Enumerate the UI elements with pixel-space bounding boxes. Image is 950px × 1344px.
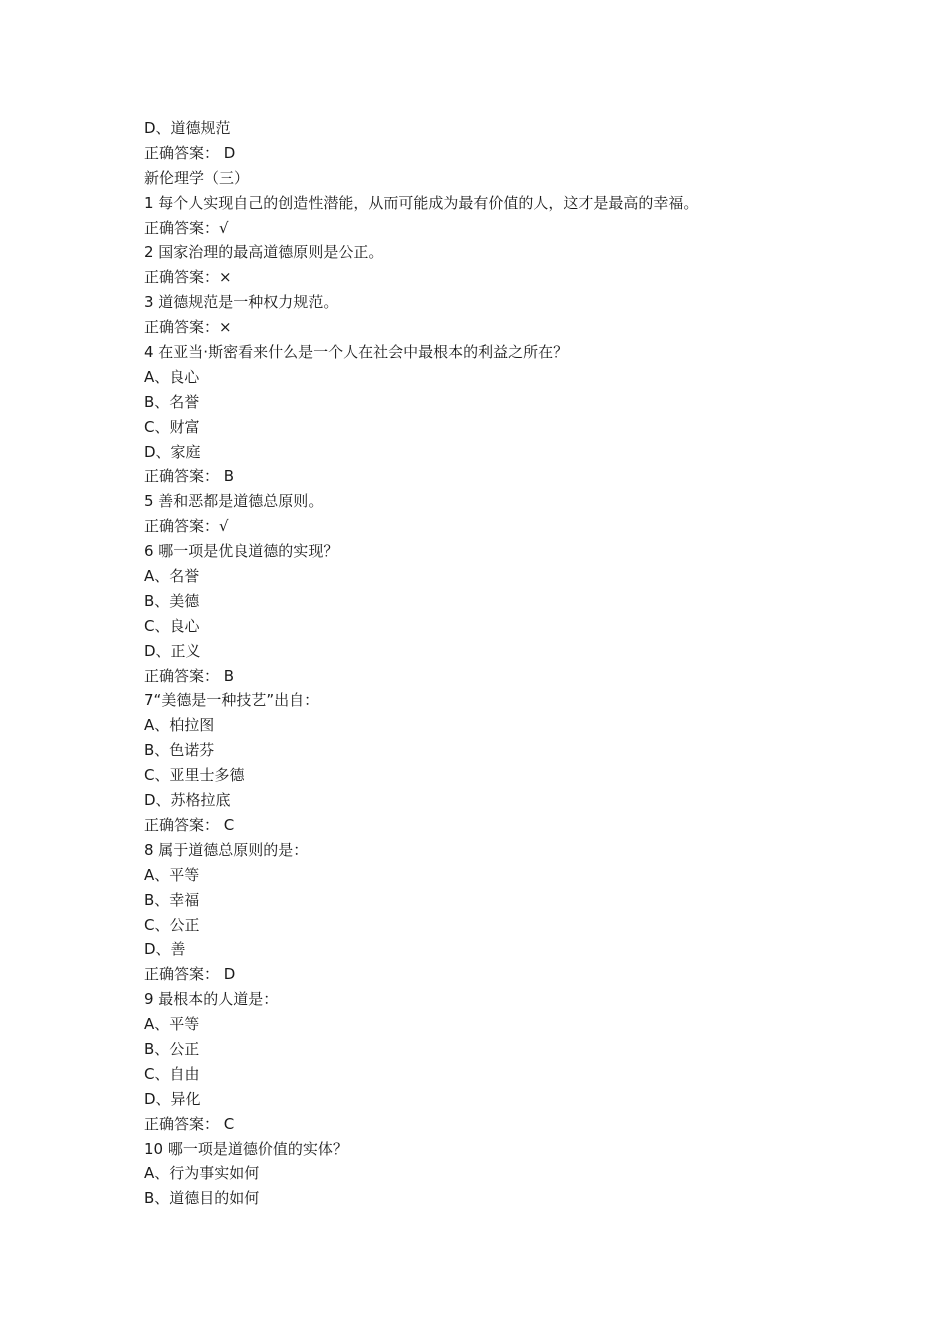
option-line: B、公正: [144, 1039, 200, 1058]
option-line: B、色诺芬: [144, 741, 215, 760]
option-line: B、幸福: [144, 890, 200, 909]
option-line: B、道德目的如何: [144, 1189, 260, 1208]
document-body: [144, 116, 844, 1211]
option-line: D、正义: [144, 641, 201, 660]
option-line: D、家庭: [144, 442, 201, 461]
answer-line: 正确答案：√: [144, 517, 229, 536]
option-line: C、亚里士多德: [144, 766, 245, 785]
answer-line: 正确答案： D: [144, 965, 236, 984]
option-line: A、行为事实如何: [144, 1164, 260, 1183]
option-line: A、平等: [144, 865, 200, 884]
answer-line: 正确答案： C: [144, 815, 235, 834]
text-line: D、道德规范: [144, 119, 231, 137]
option-line: D、善: [144, 940, 186, 959]
option-line: A、柏拉图: [144, 716, 215, 735]
question-line: 1 每个人实现自己的创造性潜能，从而可能成为最有价值的人，这才是最高的幸福。: [144, 193, 699, 212]
answer-line: 正确答案：×: [144, 268, 232, 287]
option-line: B、美德: [144, 591, 200, 610]
option-line: A、良心: [144, 367, 200, 386]
question-line: 8 属于道德总原则的是：: [144, 840, 309, 859]
answer-line: 正确答案： B: [144, 467, 235, 486]
question-line: 2 国家治理的最高道德原则是公正。: [144, 243, 384, 262]
question-line: 7“美德是一种技艺”出自：: [144, 691, 320, 710]
option-line: C、自由: [144, 1064, 200, 1083]
option-line: D、异化: [144, 1089, 201, 1108]
option-line: C、公正: [144, 915, 200, 934]
question-line: 10 哪一项是道德价值的实体？: [144, 1139, 348, 1158]
answer-line: 正确答案：×: [144, 318, 232, 337]
option-line: A、名誉: [144, 567, 200, 586]
option-line: C、良心: [144, 616, 200, 635]
option-line: C、财富: [144, 417, 200, 436]
answer-line: 正确答案： B: [144, 666, 235, 685]
question-line: 9 最根本的人道是：: [144, 990, 279, 1009]
question-line: 4 在亚当·斯密看来什么是一个人在社会中最根本的利益之所在？: [144, 343, 569, 362]
option-line: B、名誉: [144, 392, 200, 411]
text-line: 正确答案： D: [144, 143, 236, 162]
section-title: 新伦理学（三）: [144, 168, 250, 187]
option-line: A、平等: [144, 1015, 200, 1034]
question-line: 3 道德规范是一种权力规范。: [144, 293, 339, 312]
option-line: D、苏格拉底: [144, 791, 231, 810]
answer-line: 正确答案： C: [144, 1114, 235, 1133]
answer-line: 正确答案：√: [144, 218, 229, 237]
question-line: 5 善和恶都是道德总原则。: [144, 492, 324, 511]
question-line: 6 哪一项是优良道德的实现？: [144, 542, 339, 561]
